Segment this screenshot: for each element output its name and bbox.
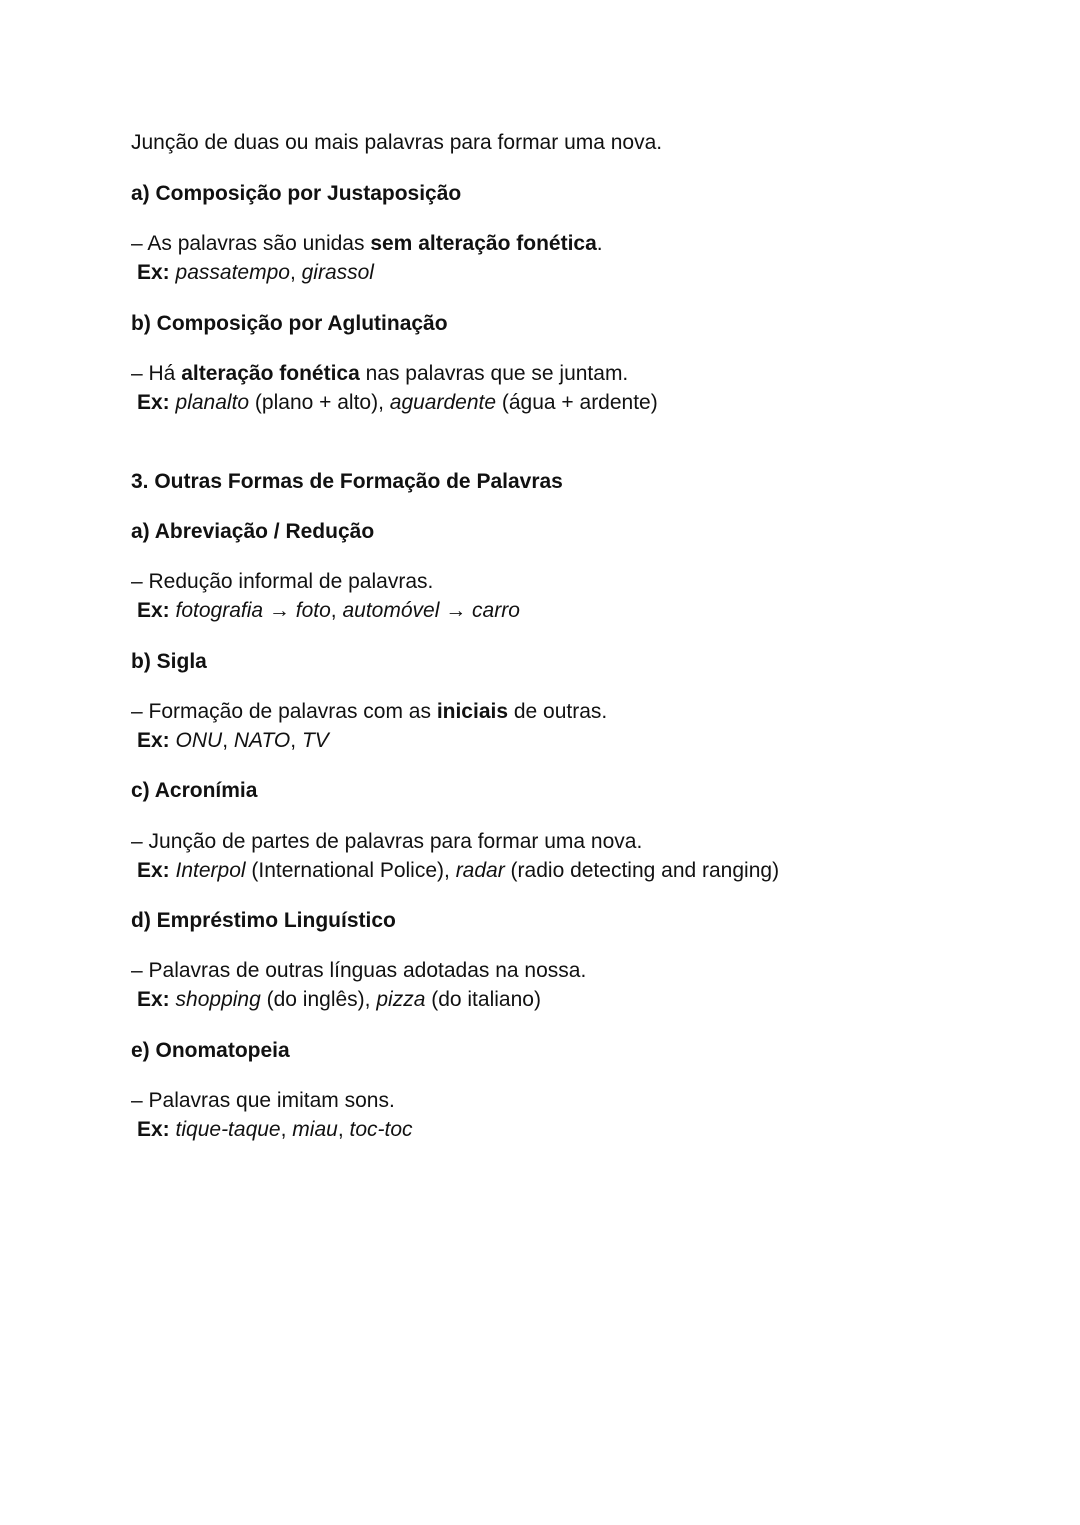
desc-text: de outras. [508,700,608,723]
example-aglutinacao [137,389,658,417]
example-label: Ex: [137,599,170,622]
example-label: Ex: [137,988,170,1011]
desc-text: nas palavras que se juntam. [359,362,629,385]
example-acronimia [137,857,779,885]
example-word: NATO [233,729,291,752]
example-note: (do inglês), [260,988,377,1011]
example-word: shopping [175,988,261,1011]
heading-sigla: b) Sigla [131,650,207,673]
separator: , [289,261,302,284]
example-emprestimo [137,986,541,1014]
desc-bold: sem alteração fonética [370,232,597,255]
example-word: girassol [301,261,374,284]
example-justaposicao [137,259,374,287]
desc-justaposicao [131,230,603,258]
heading-abreviacao: a) Abreviação / Redução [131,520,375,543]
desc-text: . [596,232,603,255]
example-word: radar [455,859,505,882]
example-label: Ex: [137,1118,170,1141]
heading-onomatopeia: e) Onomatopeia [131,1039,290,1062]
example-word: TV [301,729,329,752]
example-label: Ex: [137,391,170,414]
desc-abreviacao: – Redução informal de palavras. [131,570,434,593]
example-word: Interpol [175,859,246,882]
desc-acronimia: – Junção de partes de palavras para formar uma nova. [131,830,643,853]
separator: , [290,729,302,752]
example-note: (International Police), [245,859,456,882]
heading-justaposicao: a) Composição por Justaposição [131,182,462,205]
separator: , [337,1118,350,1141]
example-word: pizza [376,988,426,1011]
example-word: automóvel → carro [342,599,520,622]
example-word: tique-taque [175,1118,281,1141]
example-label: Ex: [137,729,170,752]
heading-aglutinacao: b) Composição por Aglutinação [131,312,448,335]
example-word: aguardente [389,391,497,414]
intro-text: Junção de duas ou mais palavras para formar uma nova. [131,131,663,154]
example-note: (do italiano) [425,988,541,1011]
desc-bold: alteração fonética [181,362,360,385]
separator: , [330,599,343,622]
example-label: Ex: [137,261,170,284]
example-onomatopeia [137,1116,413,1144]
example-note: (água + ardente) [496,391,658,414]
example-label: Ex: [137,859,170,882]
desc-bold: iniciais [436,700,509,723]
separator: , [280,1118,293,1141]
example-note: (radio detecting and ranging) [504,859,780,882]
example-word: passatempo [175,261,290,284]
example-word: planalto [175,391,250,414]
example-word: toc-toc [349,1118,413,1141]
desc-sigla [131,698,607,726]
desc-text: – Formação de palavras com as [131,700,437,723]
example-abreviacao [137,597,520,625]
heading-emprestimo: d) Empréstimo Linguístico [131,909,396,932]
separator: , [222,729,234,752]
example-word: miau [292,1118,338,1141]
example-sigla [137,727,329,755]
heading-acronimia: c) Acronímia [131,779,258,802]
example-word: ONU [175,729,223,752]
example-word: fotografia → foto [175,599,331,622]
desc-aglutinacao [131,360,628,388]
example-note: (plano + alto), [249,391,390,414]
desc-text: – As palavras são unidas [131,232,371,255]
desc-onomatopeia: – Palavras que imitam sons. [131,1089,395,1112]
desc-emprestimo: – Palavras de outras línguas adotadas na nossa. [131,959,587,982]
section-title: 3. Outras Formas de Formação de Palavras [131,470,563,493]
desc-text: – Há [131,362,182,385]
